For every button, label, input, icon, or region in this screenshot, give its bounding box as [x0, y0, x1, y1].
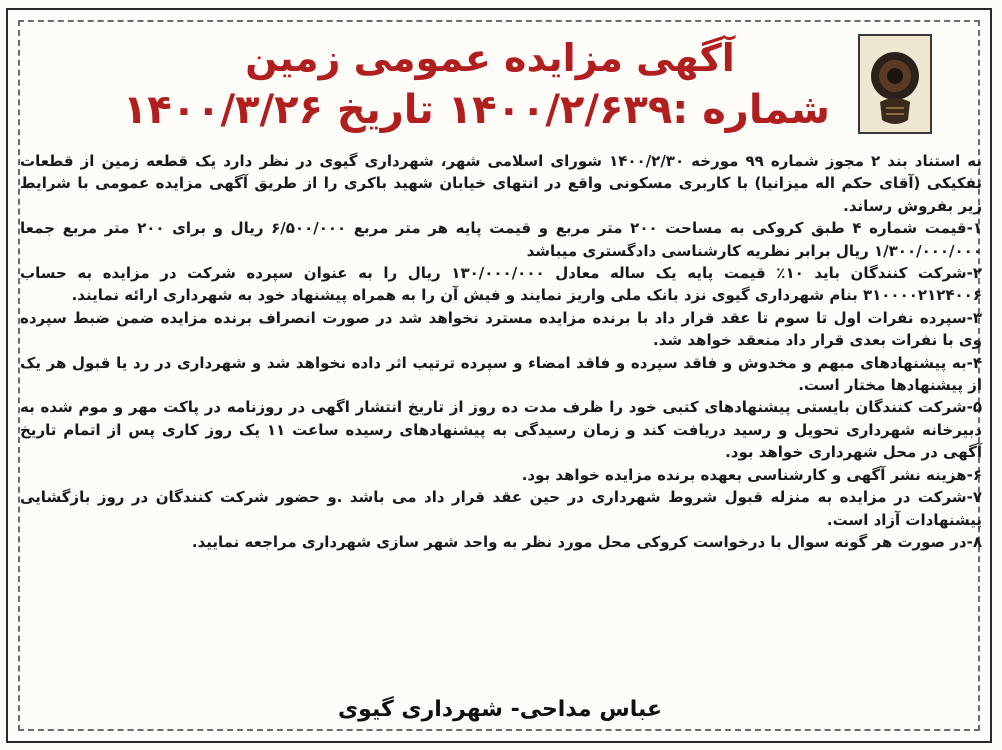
condition-2: ۲-شرکت کنندگان باید ۱۰٪ قیمت پایه یک ساله معادل ۱۳۰/۰۰۰/۰۰۰ ریال را به عنوان سپرده شرکت در مزایده به حساب ۳۱۰۰۰۰۲۱۲۴۰۰۶ بنام شهرداری گیوی نزد بانک ملی واریز نمایند و فیش آن را به همراه پیشنهاد خود به شهرداری ارائه نمایند. — [20, 264, 982, 305]
condition-7: ۷-شرکت در مزایده به منزله قبول شروط شهرداری در حین عقد قرار داد می باشد .و حضور شرکت کنندگان در روز بازگشایی پیشنهادات آزاد است. — [20, 488, 982, 529]
ad-body — [20, 150, 982, 553]
municipality-emblem-icon — [858, 34, 932, 134]
condition-6: ۶-هزینه نشر آگهی و کارشناسی بعهده برنده مزایده خواهد بود. — [521, 465, 982, 484]
signature: عباس مداحی- شهرداری گیوی — [338, 697, 662, 722]
intro-paragraph: به استناد بند ۲ مجوز شماره ۹۹ مورخه ۱۴۰۰/۲/۳۰ شورای اسلامی شهر، شهرداری گیوی در نظر دارد یک قطعه زمین از قطعات تفکیکی (آقای حکم اله میزانیا) با کاربری مسکونی واقع در انتهای خیابان شهید باکری را از طریق آگهی مزایده عمومی با شرایط زیر بفروش رساند. — [20, 152, 982, 215]
ad-number-date: شماره :۱۴۰۰/۲/۶۳۹ تاریخ ۱۴۰۰/۳/۲۶ — [122, 87, 830, 133]
ad-title: آگهی مزایده عمومی زمین — [245, 36, 735, 80]
condition-8: ۸-در صورت هر گونه سوال با درخواست کروکی محل مورد نظر به واحد شهر سازی شهرداری مراجعه نمایید. — [191, 532, 982, 551]
condition-5: ۵-شرکت کنندگان بایستی پیشنهادهای کتبی خود را ظرف مدت ده روز از تاریخ انتشار اگهی در روزنامه در پاکت مهر و موم شده به دبیرخانه شهرداری تحویل و رسید دریافت کند و زمان رسیدگی به پیشنهادهای رسیده ساعت ۱۱ یک روز کاری پس از اتمام تاریخ آگهی در محل شهرداری خواهد بود. — [20, 398, 983, 462]
condition-4: ۴-به پیشنهادهای مبهم و مخدوش و فاقد سپرده و فاقد امضاء و سپرده ترتیب اثر داده نخواهد شد و شهرداری در رد یا قبول هر یک از پیشنهادها مختار است. — [20, 353, 982, 395]
condition-1: ۱-قیمت شماره ۴ طبق کروکی به مساحت ۲۰۰ متر مربع و قیمت پایه هر متر مربع ۶/۵۰۰/۰۰۰ ریال و برای ۲۰۰ متر مربع جمعا ۱/۳۰۰/۰۰۰/۰۰۰ ریال برابر نظریه کارشناسی دادگستری میباشد — [20, 219, 982, 260]
condition-3: ۳-سپرده نفرات اول تا سوم تا عقد قرار داد با برنده مزایده مسترد نخواهد شد در صورت انصراف برنده مزایده ضمن ضبط سپرده وی با نفرات بعدی قرار داد منعقد خواهد شد. — [20, 308, 982, 350]
